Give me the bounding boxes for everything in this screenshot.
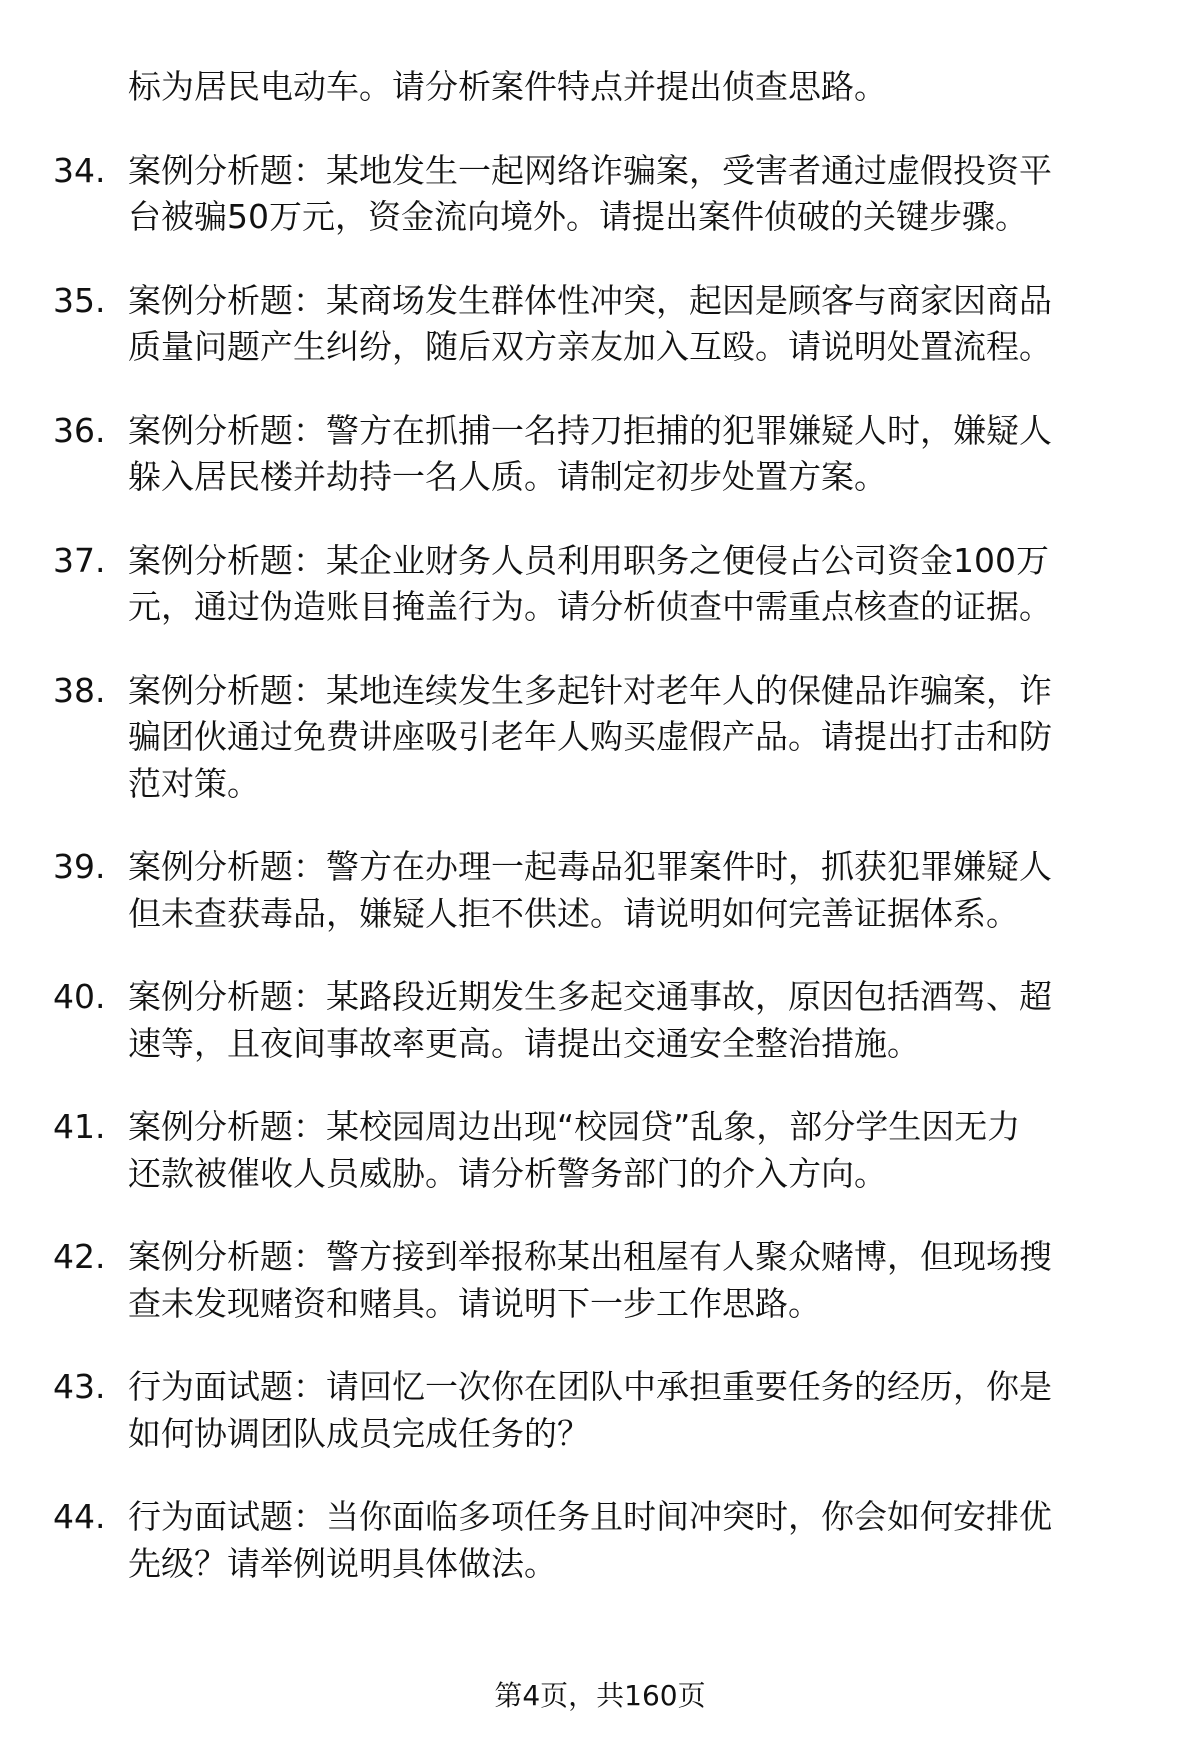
question-text-line: 但未查获毒品，嫌疑人拒不供述。请说明如何完善证据体系。	[128, 893, 1019, 933]
question-number: 37.	[53, 540, 106, 580]
question-item	[0, 974, 1200, 1067]
question-item	[0, 1494, 1200, 1587]
question-text-line: 质量问题产生纠纷，随后双方亲友加入互殴。请说明处置流程。	[128, 327, 1052, 366]
question-text-line: 躲入居民楼并劫持一名人质。请制定初步处置方案。	[128, 457, 887, 496]
question-item	[0, 538, 1200, 631]
question-text-line: 案例分析题：警方接到举报称某出租屋有人聚众赌博，但现场搜	[128, 1237, 1052, 1276]
question-number: 44.	[53, 1497, 106, 1536]
question-text-line: 行为面试题：当你面临多项任务且时间冲突时，你会如何安排优	[128, 1497, 1052, 1536]
question-number: 40.	[53, 977, 106, 1016]
question-text-line: 案例分析题：某地发生一起网络诈骗案，受害者通过虚假投资平	[128, 150, 1052, 190]
question-text-line: 如何协调团队成员完成任务的？	[128, 1413, 590, 1453]
question-text-line: 元，通过伪造账目掩盖行为。请分析侦查中需重点核查的证据。	[128, 587, 1052, 626]
question-text-line: 范对策。	[128, 763, 260, 803]
question-item	[0, 278, 1200, 371]
question-text-line: 行为面试题：请回忆一次你在团队中承担重要任务的经历，你是	[128, 1367, 1052, 1406]
question-text-line: 还款被催收人员威胁。请分析警务部门的介入方向。	[128, 1153, 887, 1193]
question-text-line: 速等，且夜间事故率更高。请提出交通安全整治措施。	[128, 1023, 920, 1063]
question-item	[0, 844, 1200, 937]
question-text-line: 案例分析题：某校园周边出现“校园贷”乱象，部分学生因无力	[128, 1107, 1021, 1146]
question-item	[0, 408, 1200, 501]
question-number: 43.	[53, 1367, 106, 1406]
question-text-line: 查未发现赌资和赌具。请说明下一步工作思路。	[128, 1283, 821, 1323]
question-number: 34.	[53, 150, 106, 190]
question-item	[0, 668, 1200, 808]
question-item	[0, 1104, 1200, 1197]
question-number: 39.	[53, 847, 106, 886]
question-text-line: 骗团伙通过免费讲座吸引老年人购买虚假产品。请提出打击和防	[128, 717, 1052, 756]
question-item	[0, 148, 1200, 241]
question-item	[0, 1364, 1200, 1457]
question-text-line: 案例分析题：某商场发生群体性冲突，起因是顾客与商家因商品	[128, 280, 1052, 320]
question-list	[0, 148, 1200, 1588]
page-number: 第4页，共160页	[494, 1679, 706, 1712]
question-text-line: 案例分析题：某路段近期发生多起交通事故，原因包括酒驾、超	[128, 977, 1052, 1016]
question-item	[0, 1234, 1200, 1327]
question-number: 35.	[53, 280, 106, 320]
text-line: 标为居民电动车。请分析案件特点并提出侦查思路。	[128, 67, 887, 106]
question-33-continuation	[0, 64, 1200, 111]
question-number: 41.	[53, 1107, 106, 1146]
question-text-line: 案例分析题：警方在办理一起毒品犯罪案件时，抓获犯罪嫌疑人	[128, 847, 1052, 886]
question-text-line: 先级？请举例说明具体做法。	[128, 1543, 557, 1583]
question-number: 38.	[53, 670, 106, 710]
question-number: 42.	[53, 1237, 106, 1276]
document-page	[0, 64, 1200, 1624]
question-text-line: 案例分析题：某企业财务人员利用职务之便侵占公司资金100万	[128, 540, 1049, 580]
question-number: 36.	[53, 410, 106, 450]
question-text-line: 案例分析题：警方在抓捕一名持刀拒捕的犯罪嫌疑人时，嫌疑人	[128, 410, 1052, 450]
question-text-line: 台被骗50万元，资金流向境外。请提出案件侦破的关键步骤。	[128, 197, 1028, 236]
question-text-line: 案例分析题：某地连续发生多起针对老年人的保健品诈骗案，诈	[128, 670, 1052, 710]
